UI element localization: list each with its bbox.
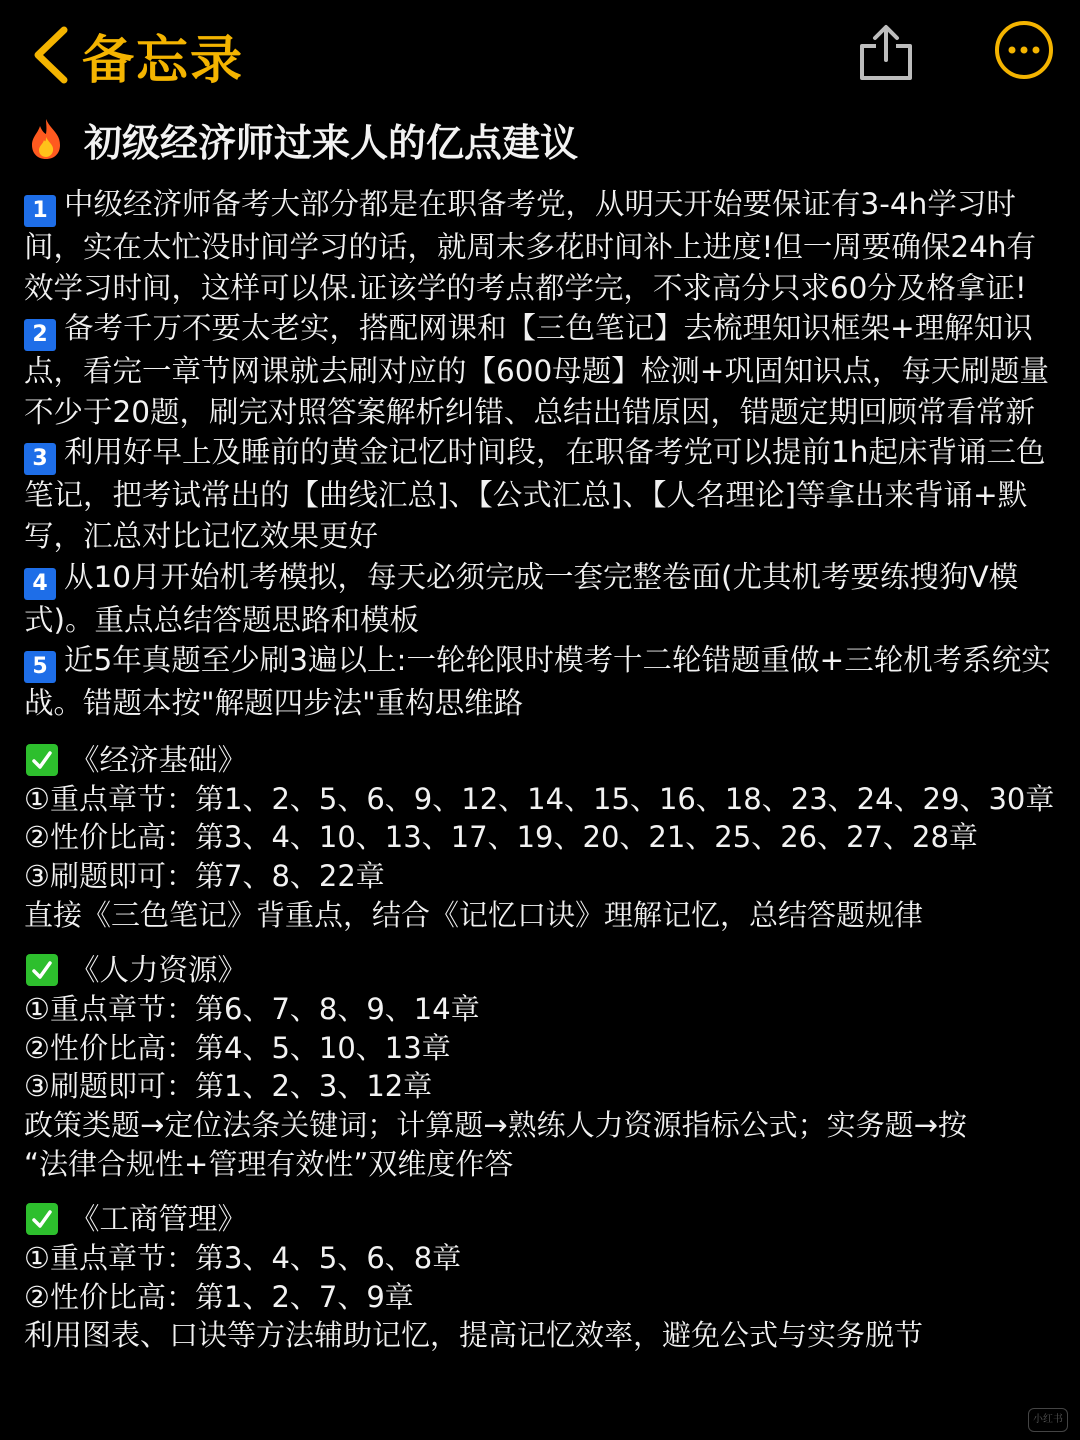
section-heading-text: 《人力资源》 <box>70 953 248 988</box>
section-line: 利用图表、口诀等方法辅助记忆，提高记忆效率，避免公式与实务脱节 <box>24 1318 924 1353</box>
back-label: 备忘录 <box>82 30 245 91</box>
section-heading-text: 《工商管理》 <box>70 1202 248 1237</box>
tip-text: 近5年真题至少刷3遍以上:一轮轮限时模考十二轮错题重做+三轮机考系统实战。错题本按"解题四步法"重构思维路 <box>24 643 1051 721</box>
note-body[interactable] <box>24 112 1060 1355</box>
share-icon[interactable] <box>858 24 914 82</box>
watermark-logo: 小红书 <box>1028 1408 1068 1432</box>
tip-item <box>24 640 1060 724</box>
more-icon[interactable] <box>994 20 1054 80</box>
section-line: ②性价比高：第3、4、10、13、17、19、20、21、25、26、27、28章 <box>24 820 978 855</box>
checkmark-icon <box>26 954 58 986</box>
checkmark-icon <box>26 1203 58 1235</box>
section-line: 政策类题→定位法条关键词；计算题→熟练人力资源指标公式；实务题→按 <box>24 1107 967 1142</box>
tip-text: 中级经济师备考大部分都是在职备考党，从明天开始要保证有3-4h学习时间，实在太忙没时间学习的话，就周末多花时间补上进度!但一周要确保24h有效学习时间，这样可以保.证该学的考点都学完，不求高分只求60分及格拿证! <box>24 187 1037 305</box>
section-heading <box>24 1199 1060 1239</box>
number-badge: 4 <box>24 568 56 600</box>
tip-item <box>24 432 1060 556</box>
section-heading <box>24 740 1060 780</box>
navigation-bar <box>0 0 1080 110</box>
section-line: “法律合规性+管理有效性”双维度作答 <box>24 1146 514 1181</box>
section-line: ①重点章节：第6、7、8、9、14章 <box>24 992 480 1027</box>
section-business-management <box>24 1199 1060 1355</box>
section-heading-text: 《经济基础》 <box>70 742 248 777</box>
tip-item <box>24 184 1060 308</box>
section-line: ③刷题即可：第1、2、3、12章 <box>24 1069 433 1104</box>
section-line: ②性价比高：第1、2、7、9章 <box>24 1279 414 1314</box>
section-line: ③刷题即可：第7、8、22章 <box>24 858 385 893</box>
number-badge: 3 <box>24 443 56 475</box>
number-badge: 2 <box>24 319 56 351</box>
section-heading <box>24 950 1060 990</box>
section-line: 直接《三色笔记》背重点，结合《记忆口诀》理解记忆，总结答题规律 <box>24 897 924 932</box>
back-button[interactable] <box>28 22 245 91</box>
tip-item <box>24 557 1060 641</box>
number-badge: 5 <box>24 651 56 683</box>
tip-item <box>24 308 1060 432</box>
section-line: ①重点章节：第3、4、5、6、8章 <box>24 1241 462 1276</box>
section-economics <box>24 740 1060 934</box>
tips-list <box>24 184 1060 724</box>
section-line: ①重点章节：第1、2、5、6、9、12、14、15、16、18、23、24、29、30章 <box>24 781 1055 816</box>
note-title <box>28 112 1060 166</box>
section-line: ②性价比高：第4、5、10、13章 <box>24 1030 451 1065</box>
fire-icon <box>28 117 64 161</box>
chevron-left-icon <box>28 22 76 88</box>
number-badge: 1 <box>24 195 56 227</box>
tip-text: 从10月开始机考模拟，每天必须完成一套完整卷面(尤其机考要练搜狗V模式)。重点总结答题思路和模板 <box>24 559 1019 637</box>
tip-text: 备考千万不要太老实，搭配网课和【三色笔记】去梳理知识框架+理解知识点，看完一章节网课就去刷对应的【600母题】检测+巩固知识点，每天刷题量不少于20题，刷完对照答案解析纠错、总结出错原因，错题定期回顾常看常新 <box>24 311 1050 429</box>
note-title-text: 初级经济师过来人的亿点建议 <box>84 120 579 165</box>
checkmark-icon <box>26 744 58 776</box>
tip-text: 利用好早上及睡前的黄金记忆时间段，在职备考党可以提前1h起床背诵三色笔记，把考试常出的【曲线汇总]、【公式汇总]、【人名理论]等拿出来背诵+默写，汇总对比记忆效果更好 <box>24 435 1046 553</box>
section-human-resources <box>24 950 1060 1183</box>
